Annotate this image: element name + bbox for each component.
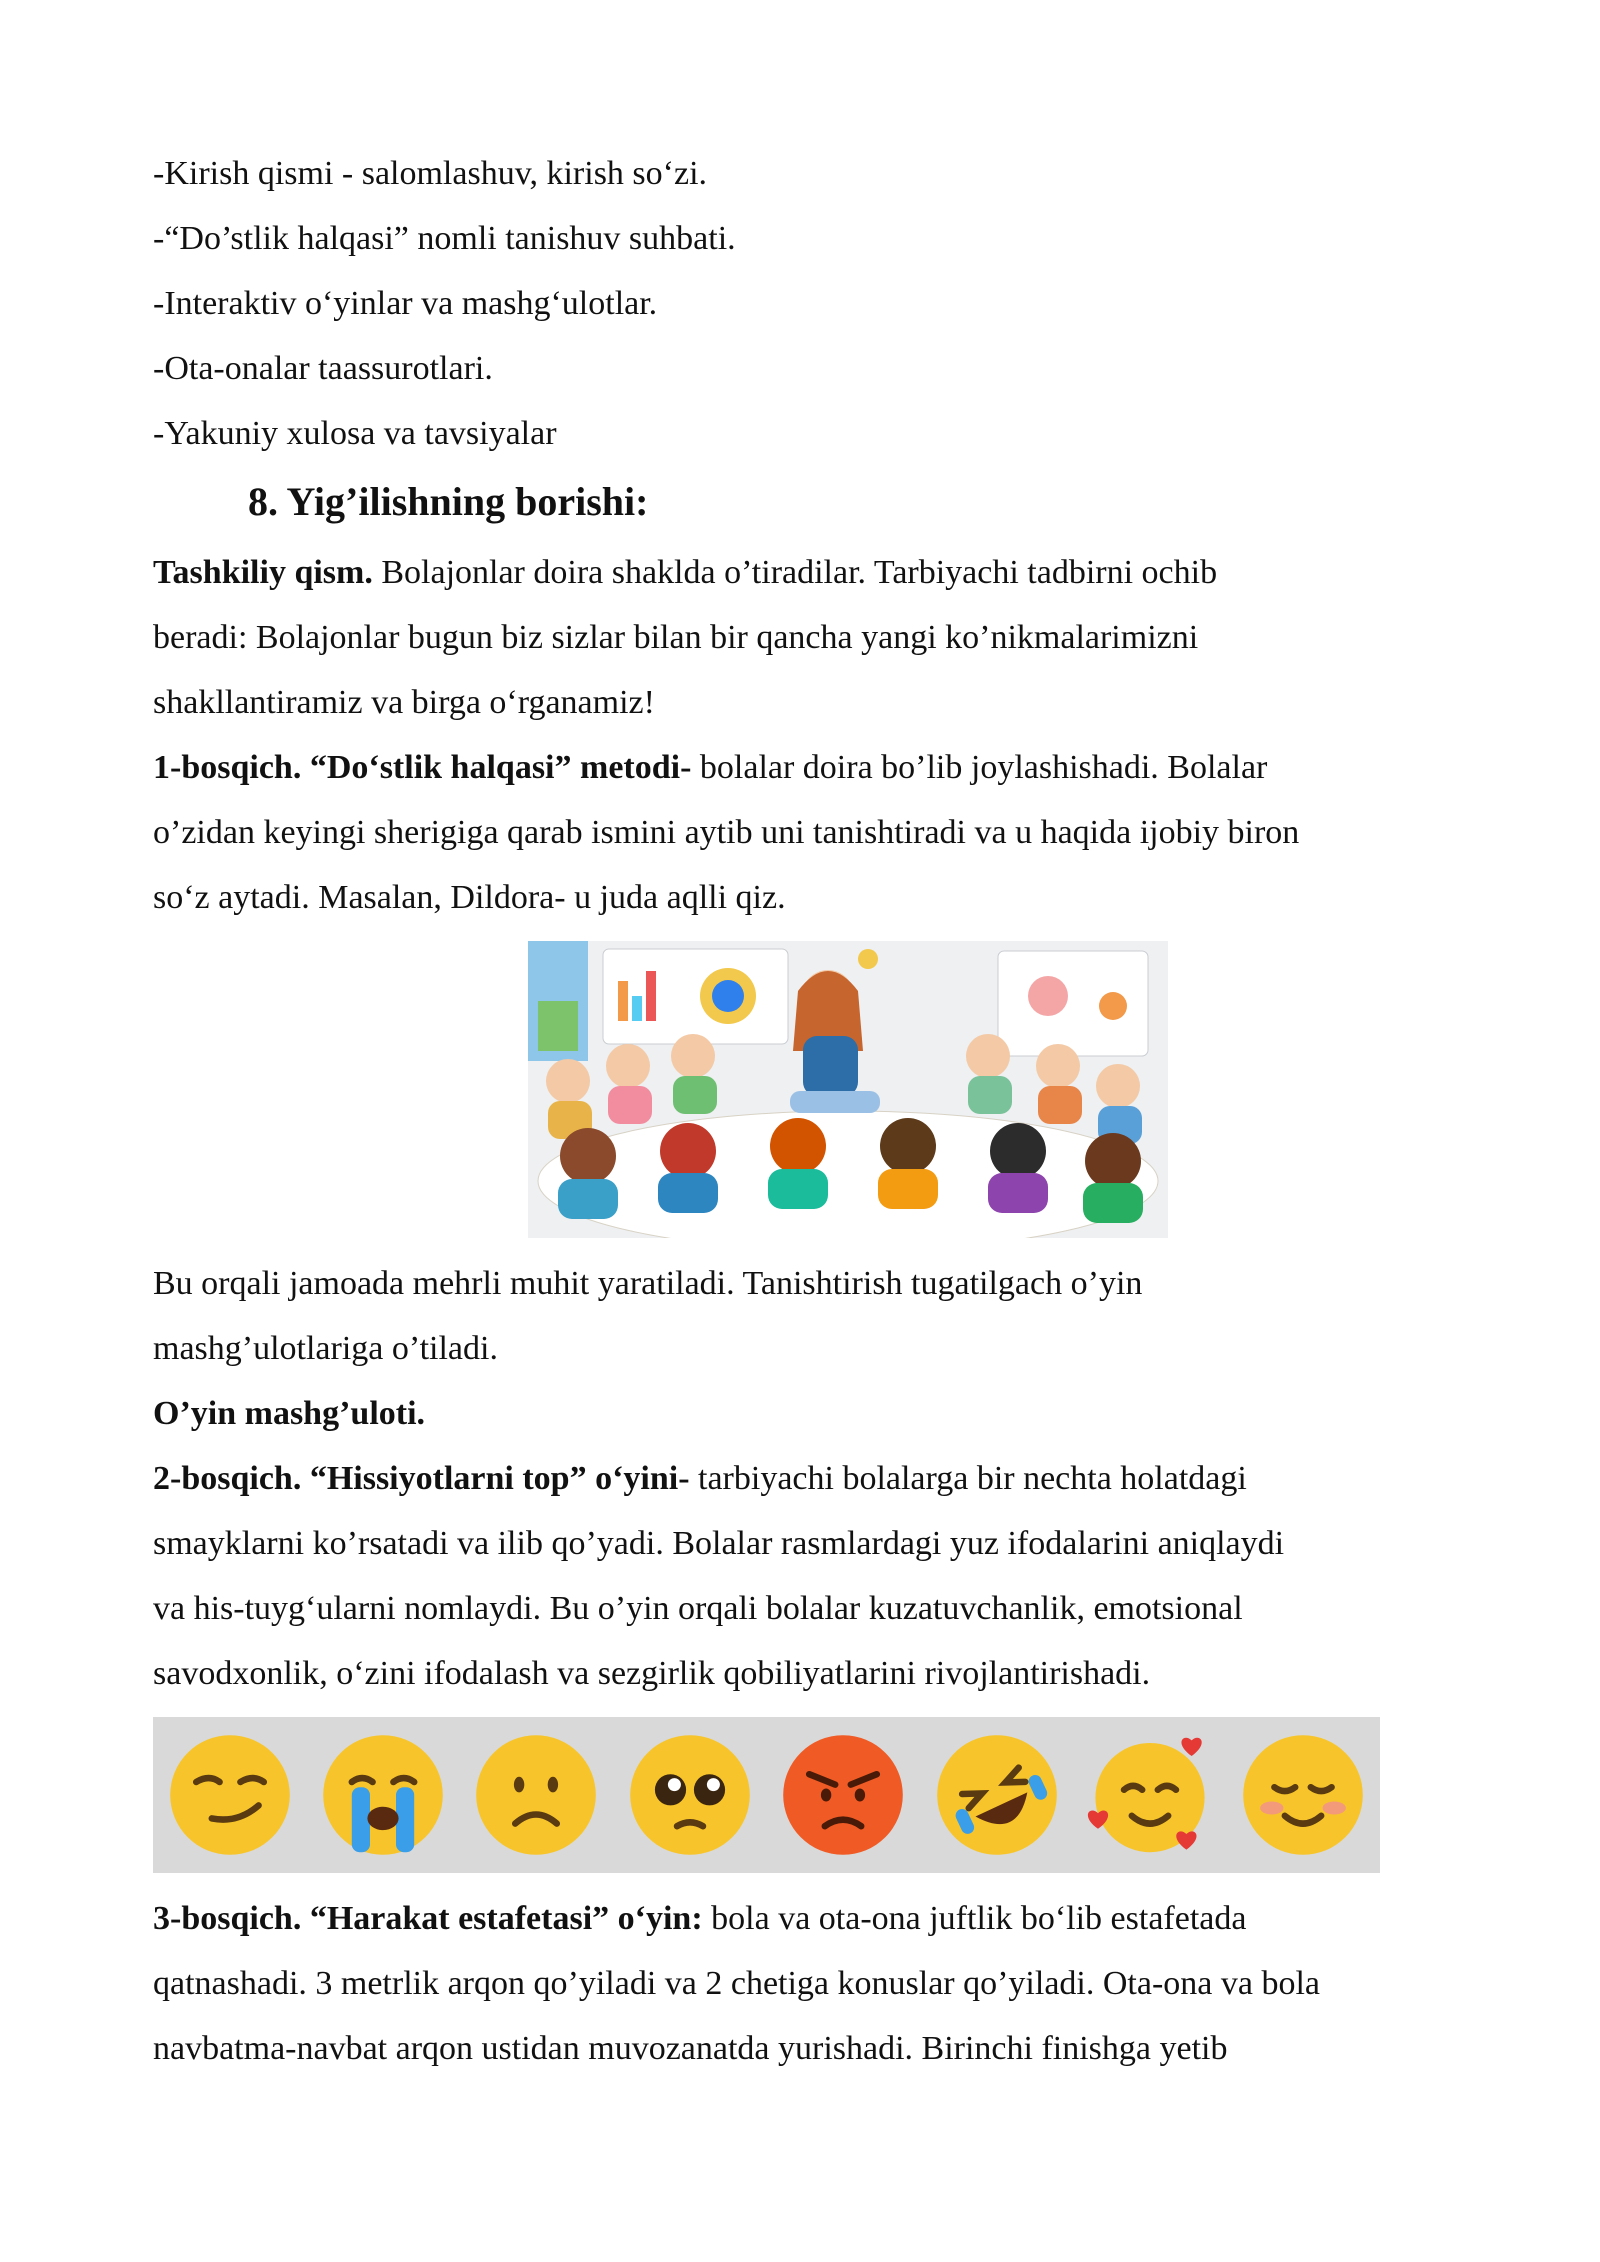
stage3-line-2: qatnashadi. 3 metrlik arqon qo’yiladi va 2 chetiga konuslar qo’yiladi. Ota-ona va bola	[153, 1965, 1320, 2002]
loudly-crying-face-icon	[318, 1730, 448, 1860]
tashkiliy-line-2: beradi: Bolajonlar bugun biz sizlar bilan bir qancha yangi ko’nikmalarimizni	[153, 619, 1199, 656]
agenda-item-intro: -Kirish qismi - salomlashuv, kirish so‘zi.	[153, 155, 708, 192]
tashkiliy-label: Tashkiliy qism.	[153, 554, 373, 591]
tashkiliy-line-3: shakllantiramiz va birga o‘rganamiz!	[153, 684, 655, 721]
angry-face-icon	[778, 1730, 908, 1860]
agenda-item-conclusion: -Yakuniy xulosa va tavsiyalar	[153, 415, 557, 452]
stage2-line-2: smayklarni ko’rsatadi va ilib qo’yadi. Bolalar rasmlardagi yuz ifodalarini aniqlaydi	[153, 1525, 1285, 1562]
emotion-emoji-strip	[153, 1717, 1380, 1873]
stage3-line-3: navbatma-navbat arqon ustidan muvozanatda yurishadi. Birinchi finishga yetib	[153, 2030, 1228, 2067]
stage2-label: 2-bosqich. “Hissiyotlarni top” o‘yini-	[153, 1460, 690, 1497]
stage2-line-1	[153, 1459, 1247, 1499]
agenda-item-parents: -Ota-onalar taassurotlari.	[153, 350, 493, 387]
stage3-line-1	[153, 1899, 1246, 1939]
stage2-line-3: va his-tuyg‘ularni nomlaydi. Bu o’yin orqali bolalar kuzatuvchanlik, emotsional	[153, 1590, 1243, 1627]
stage1-label: 1-bosqich. “Do‘stlik halqasi” metodi-	[153, 749, 692, 786]
blushing-smile-face-icon	[1238, 1730, 1368, 1860]
stage1-text-1: bolalar doira bo’lib joylashishadi. Bolalar	[691, 749, 1268, 786]
pleading-face-icon	[625, 1730, 755, 1860]
stage2-text-1: tarbiyachi bolalarga bir nechta holatdagi	[689, 1460, 1247, 1497]
rolling-laughing-face-icon	[932, 1730, 1062, 1860]
tashkiliy-line-1	[153, 553, 1217, 593]
section-heading: 8. Yig’ilishning borishi:	[248, 479, 649, 524]
agenda-item-friendship: -“Do’stlik halqasi” nomli tanishuv suhbati.	[153, 220, 736, 257]
stage3-label: 3-bosqich. “Harakat estafetasi” o‘yin:	[153, 1900, 703, 1937]
game-heading: O’yin mashg’uloti.	[153, 1395, 426, 1432]
stage1-line-2: o’zidan keyingi sherigiga qarab ismini aytib uni tanishtiradi va u haqida ijobiy biron	[153, 814, 1300, 851]
classroom-circle-illustration	[528, 941, 1168, 1238]
agenda-item-games: -Interaktiv o‘yinlar va mashg‘ulotlar.	[153, 285, 658, 322]
after-figure-line-1: Bu orqali jamoada mehrli muhit yaratiladi. Tanishtirish tugatilgach o’yin	[153, 1265, 1143, 1302]
stage1-line-1	[153, 748, 1267, 788]
frowning-face-icon	[471, 1730, 601, 1860]
smiling-face-with-hearts-icon	[1085, 1730, 1215, 1860]
smirking-face-icon	[165, 1730, 295, 1860]
tashkiliy-text-1: Bolajonlar doira shaklda o’tiradilar. Tarbiyachi tadbirni ochib	[372, 554, 1218, 591]
stage1-line-3: so‘z aytadi. Masalan, Dildora- u juda aqlli qiz.	[153, 879, 786, 916]
after-figure-line-2: mashg’ulotlariga o’tiladi.	[153, 1330, 498, 1367]
stage2-line-4: savodxonlik, o‘zini ifodalash va sezgirlik qobiliyatlarini rivojlantirishadi.	[153, 1655, 1151, 1692]
stage3-text-1: bola va ota-ona juftlik bo‘lib estafetada	[702, 1900, 1247, 1937]
